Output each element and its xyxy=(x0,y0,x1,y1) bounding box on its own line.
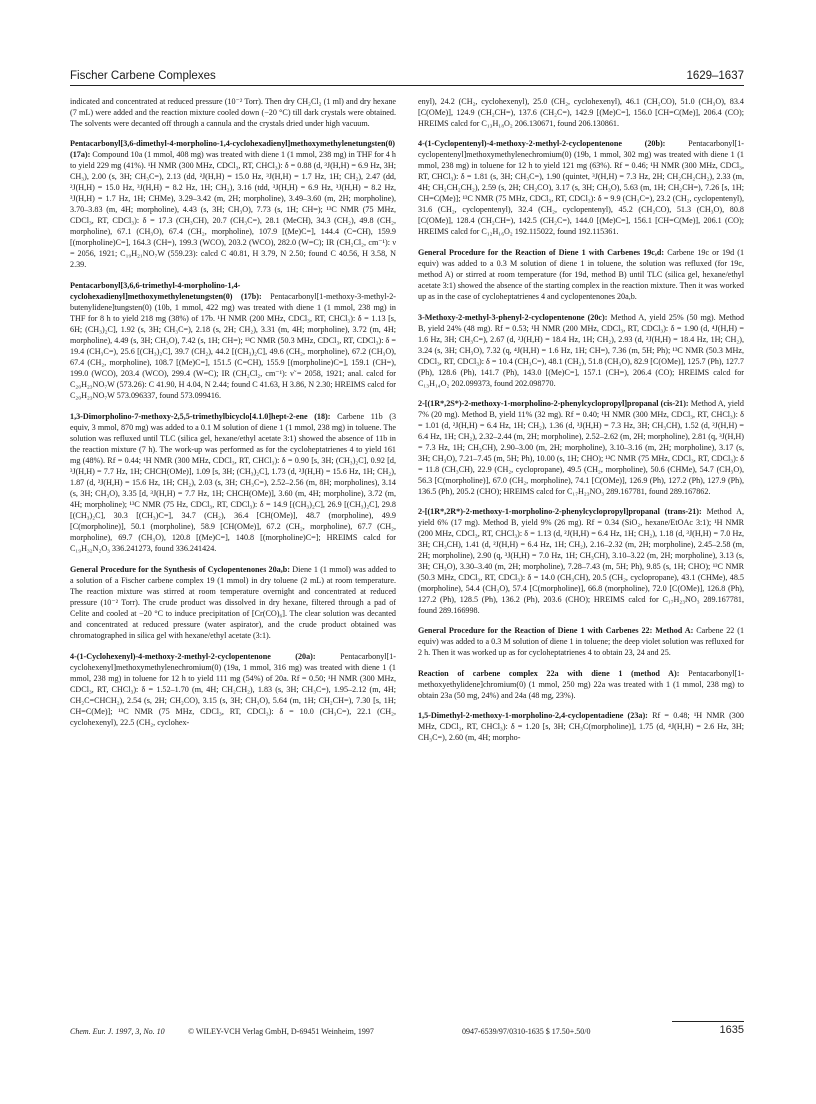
paragraph-body xyxy=(418,668,744,701)
paragraph-body xyxy=(418,247,744,302)
right-column xyxy=(418,96,744,1001)
paragraph-body xyxy=(70,138,396,270)
entry-title: 1,3-Dimorpholino-7-methoxy-2,5,5-trimethylbicyclo[4.1.0]hept-2-ene (18): xyxy=(70,412,331,421)
entry-title: 2-[(1R*,2S*)-2-methoxy-1-morpholino-2-phenylcyclopropyl]propanal (cis-21): xyxy=(418,399,689,408)
paragraph-body xyxy=(418,312,744,389)
left-column xyxy=(70,96,396,1001)
paragraph-body xyxy=(70,651,396,728)
experimental-entry xyxy=(70,280,396,401)
experimental-entry xyxy=(418,710,744,743)
entry-title: 1,5-Dimethyl-2-methoxy-1-morpholino-2,4-cyclopentadiene (23a): xyxy=(418,711,648,720)
paragraph-body xyxy=(70,564,396,641)
entry-title: General Procedure for the Synthesis of Cyclopentenones 20a,b: xyxy=(70,565,290,574)
paragraph-body xyxy=(70,96,396,129)
footer-codes: 0947-6539/97/0310-1635 $ 17.50+.50/0 xyxy=(462,1027,591,1036)
experimental-entry xyxy=(418,668,744,701)
experimental-entry xyxy=(70,411,396,554)
entry-text: enyl), 24.2 (CH₂, cyclohexenyl), 25.0 (CH₂, cyclohexenyl), 46.1 (CH₂CO), 51.0 (CH₃O), 83.4 [C(OMe)], 124.9 (CH₂CH=), 137.6 (CH₂C=), 142.9 [(Me)C=], 156.0 [CH=C(Me)], 206.4 (CO); HREIMS calcd for C₁₃H₁₈O₂ 206.130671, found 206.130861. xyxy=(418,97,744,128)
entry-text: Compound 10a (1 mmol, 408 mg) was treated with diene 1 (1 mmol, 238 mg) in THF for 4 h to yield 229 mg (41%). ¹H NMR (300 MHz, CDCl₃, RT, CHCl₃): δ = 0.88 (d, ³J(H,H) = 6.9 Hz, 3H; CH₃), 2.00 (s, 3H; CH₃C=), 2.13 (dd, ²J(H,H) = 15.0 Hz, ³J(H,H) = 1.7 Hz, 1H; CH₂), 2.47 (dd, ²J(H,H) = 15.0 Hz, ³J(H,H) = 8.2 Hz, 1H; CH₂), 3.16 (tdd, ³J(H,H) = 6.9 Hz, ³J(H,H) = 8.2 Hz, ³J(H,H) = 1.7 Hz, 1H; CHMe), 3.29–3.42 (m, 2H; morpholine), 3.49–3.60 (m, 2H; morpholine), 3.70–3.83 (m, 4H; morpholine), 4.43 (s, 3H; CH₃O), 7.73 (s, 1H; CH=); ¹³C NMR (75 MHz, CDCl₃, RT, CDCl₃): δ = 17.3 (CH₃CH), 20.7 (CH₃C=), 28.1 (MeCH), 34.3 (CH₂), 49.8 (CH₂, morpholine), 67.1 (CH₃O), 67.4 (CH₂, morpholine), 107.9 [(Me)C=], 144.4 (C=CH), 159.9 [(morpholine)C=], 164.3 (CH=), 199.3 (WCO), 203.2 (WCO), 282.0 (W=C); IR (CH₂Cl₂, cm⁻¹): ν̃ = 2056, 1921; C₁₉H₂₁NO₇W (559.23): calcd C 40.81, H 3.79, N 2.50; found C 40.56, H 3.58, N 2.39. xyxy=(70,150,396,269)
paragraph-body xyxy=(70,280,396,401)
experimental-entry xyxy=(70,651,396,728)
entry-title: 4-(1-Cyclohexenyl)-4-methoxy-2-methyl-2-cyclopentenone (20a): xyxy=(70,652,316,661)
journal-section: Fischer Carbene Complexes xyxy=(70,70,216,82)
paragraph-body xyxy=(418,506,744,616)
entry-text: Pentacarbonyl[1-methoxyethylidene]chromium(0) (1 mmol, 250 mg) 22a was treated with 1 (1 mmol, 238 mg) to obtain 23a (50 mg, 24%) and 24a (48 mg, 23%). xyxy=(418,669,744,700)
entry-text: indicated and concentrated at reduced pressure (10⁻² Torr). Then dry CH₂Cl₂ (1 ml) and dry hexane (7 mL) were added and the reaction mixture cooled down (−20 °C) till dark crystals were obtained. The solvents were decanted off through a cannula and the crystals dried under high vacuum. xyxy=(70,97,396,128)
text-paragraph xyxy=(418,96,744,129)
page-number: 1635 xyxy=(672,1021,744,1036)
entry-text: Method A, yield 7% (20 mg). Method B, yield 11% (32 mg). Rf = 0.40; ¹H NMR (300 MHz, CDCl₃, RT, CHCl₃): δ = 1.01 (d, ²J(H,H) = 6.4 Hz, 1H; CH₂), 1.36 (d, ³J(H,H) = 7.3 Hz, 3H; CH₃CH), 1.52 (d, ²J(H,H) = 6.4 Hz, 1H; CH₂), 2.32–2.44 (m, 2H; morpholine), 2.52–2.62 (m, 2H; morpholine), 2.81 (q, ³J(H,H) = 7.3 Hz, 1H; CH₃CH), 2.90–3.00 (m, 2H; morpholine), 3.10–3.16 (m, 2H; morpholine), 3.17 (s, 3H; CH₃O), 7.21–7.45 (m, 5H; Ph), 10.00 (s, 1H; CHO); ¹³C NMR (75 MHz, CDCl₃, RT, CDCl₃): δ = 11.8 (CH₃CH), 22.9 (CH₂, cyclopropane), 49.5 (CH₂, morpholine), 50.6 (CHMe), 54.7 (CH₃O), 56.3 [C(morpholine)], 67.0 (CH₂, morpholine), 74.1 [C(OMe)], 126.9 (Ph), 127.2 (Ph), 127.9 (Ph), 136.5 (Ph), 205.2 (CHO); HREIMS calcd for C₁₇H₂₃NO₃ 289.167781, found 289.167862. xyxy=(418,399,744,496)
entry-text: Pentacarbonyl[1-cyclohexenyl]methoxymethylenechromium(0) (19a, 1 mmol, 316 mg) was treated with diene 1 (1 mmol, 238 mg) in toluene for 12 h to yield 111 mg (54%) of 20a. Rf = 0.50; ¹H NMR (300 MHz, CDCl₃, RT, CHCl₃): δ = 1.52–1.70 (m, 4H; CH₂CH₂), 1.83 (s, 3H; CH₃C=), 1.95–2.12 (m, 4H; CH₂C=CHCH₂), 2.54 (s, 2H; CH₂CO), 3.15 (s, 3H; CH₃O), 5.64 (m, 1H; CH₂CH=), 7.30 [s, 1H; CH=C(Me)]; ¹³C NMR (75 MHz, CDCl₃, RT, CDCl₃): δ = 10.0 (CH₃C=), 22.1 (CH₂, cyclohexenyl), 22.5 (CH₂, cyclohex- xyxy=(70,652,396,727)
entry-title: Pentacarbonyl[3,6,6-trimethyl-4-morpholino-1,4-cyclohexadienyl]methoxymethylenetungsten(0) (17b): xyxy=(70,281,262,301)
experimental-entry xyxy=(418,247,744,302)
footer-journal: Chem. Eur. J. 1997, 3, No. 10 xyxy=(70,1027,165,1036)
experimental-entry xyxy=(70,564,396,641)
page-footer xyxy=(70,1018,744,1036)
entry-text: Method A, yield 6% (17 mg). Method B, yield 9% (26 mg). Rf = 0.34 (SiO₂, hexane/EtOAc 3:1); ¹H NMR (200 MHz, CDCl₃, RT, CHCl₃): δ = 1.13 (d, ²J(H,H) = 6.4 Hz, 1H; CH₂), 1.18 (d, ³J(H,H) = 7.0 Hz, 3H; CH₃CH), 1.41 (d, ²J(H,H) = 6.4 Hz, 1H; CH₂), 2.16–2.32 (m, 2H; morpholine), 2.45–2.58 (m, 2H; morpholine), 2.90 (q, ³J(H,H) = 7.0 Hz, 1H; CH₃CH), 3.10–3.22 (m, 2H; morpholine), 3.13 (s, 3H; CH₃O), 3.30–3.40 (m, 2H; morpholine), 7.28–7.43 (m, 5H; Ph), 9.85 (s, 1H; CHO); ¹³C NMR (50.3 MHz, CDCl₃, RT, CDCl₃): δ = 14.0 (CH₃CH), 20.5 (CH₂, cyclopropane), 43.1 (CHMe), 48.5 (morpholine), 54.4 (CH₃O), 57.4 [C(morpholine)], 66.8 (morpholine), 72.0 [C(OMe)], 126.8 (Ph), 127.2 (Ph), 128.5 (Ph), 136.2 (Ph), 203.6 (CHO); HREIMS calcd for C₁₇H₂₃NO₃ 289.167781, found 289.166998. xyxy=(418,507,744,615)
entry-text: Pentacarbonyl[1-cyclopentenyl]methoxymethylenechromium(0) (19b, 1 mmol, 302 mg) was treated with diene 1 (1 mmol, 238 mg) in toluene for 12 h to yield 121 mg (63%). Rf = 0.46; ¹H NMR (300 MHz, CDCl₃, RT, CHCl₃): δ = 1.81 (s, 3H; CH₃C=), 1.90 (quintet, ³J(H,H) = 7.3 Hz, 2H; CH₂CH₂CH₂), 2.33 (m, 4H; CH₂CH₂CH₂), 2.59 (s, 2H; CH₂CO), 3.17 (s, 3H; CH₃O), 5.63 (m, 1H; CH₂CH=), 7.26 [s, 1H; CH=C(Me)]; ¹³C NMR (75 MHz, CDCl₃, RT, CDCl₃): δ = 9.9 (CH₃C=), 23.2 (CH₂, cyclopentenyl), 31.6 (CH₂, cyclopentenyl), 32.4 (CH₂, cyclopentenyl), 45.2 (CH₂CO), 51.3 (CH₃O), 80.8 [C(OMe)], 128.4 (CH₂CH=), 142.5 (CH₂C=), 144.0 [(Me)C=], 156.1 [CH=C(Me)], 206.1 (CO); HREIMS calcd for C₁₂H₁₆O₂ 192.115022, found 192.115361. xyxy=(418,139,744,236)
entry-text: Carbene 11b (3 equiv, 3 mmol, 870 mg) was added to a 0.1 M solution of diene 1 (1 mmol, 238 mg) in toluene. The solution was refluxed until TLC (silica gel, hexane/ethyl acetate 3:1) showed the absence of 11b in the reaction mixture (7 h). The work-up was performed as for the cycloheptatrienes 4 to yield 161 mg (48%). Rf = 0.44; ¹H NMR (300 MHz, CDCl₃, RT, CHCl₃): δ = 0.90 [s, 3H; (CH₃)₂C], 0.92 [d, ³J(H,H) = 7.7 Hz, 1H; CHCH(OMe)], 1.09 [s, 3H; (CH₃)₂C], 1.73 (d, ²J(H,H) = 15.6 Hz, 1H; CH₂), 1.87 (d, ²J(H,H) = 15.6 Hz, 1H; CH₂), 2.03 (s, 3H; CH₃C=), 2.52–2.56 (m, 8H; morpholines), 3.14 (s, 3H; CH₃O), 3.35 [d, ³J(H,H) = 7.7 Hz, 1H; CHCH(OMe)], 3.60 (m, 4H; morpholine), 3.72 (m, 4H; morpholine); ¹³C NMR (75 Hz, CDCl₃, RT, CDCl₃): δ = 14.9 [(CH₃)₂C], 26.9 [(CH₃)₂C], 29.8 [(CH₃)₂C], 30.3 [(CH₃)C=], 34.7 (CH₂), 36.4 [CH(OMe)], 48.7 (morpholine), 49.9 [C(morpholine)], 50.1 (morpholine), 58.9 [CH(OMe)], 67.2 (CH₂, morpholine), 67.7 (CH₂, morpholine), 69.7 (CH₃O), 120.8 [(Me)C=], 140.8 [(morpholine)C=]; HREIMS calcd for C₁₉H₃₂N₂O₃ 336.241273, found 336.241424. xyxy=(70,412,396,553)
paragraph-body xyxy=(418,398,744,497)
entry-text: Pentacarbonyl[1-methoxy-3-methyl-2-butenylidene]tungsten(0) (10b, 1 mmol, 422 mg) was treated with diene 1 (1 mmol, 238 mg) in THF for 8 h to yield 218 mg (38%) of 17b. ¹H NMR (200 MHz, CDCl₃, RT, CHCl₃): δ = 1.13 [s, 6H; (CH₃)₂C], 1.92 (s, 3H; CH₃C=), 2.18 (s, 2H; CH₂), 3.31 (m, 4H; morpholine), 3.72 (m, 4H; morpholine), 4.49 (s, 3H; CH₃O), 7.42 (s, 1H; CH=); ¹³C NMR (50.3 MHz, CDCl₃, RT, CDCl₃): δ = 19.4 (CH₃C=), 25.6 [(CH₃)₂C], 39.7 (CH₂), 44.2 [(CH₃)₂C], 49.6 (CH₂, morpholine), 67.2 (CH₃O), 67.4 (CH₂, morpholine), 108.7 [(Me)C=], 151.5 (C=CH), 155.9 [(morpholine)C=], 159.1 (CH=), 199.0 (WCO), 203.4 (WCO), 299.4 (W=C); IR (CH₂Cl₂, cm⁻¹): ν̃ = 2058, 1921; anal. calcd for C₂₀H₂₃NO₇W (573.26): C 41.90, H 4.04, N 2.44; found C 41.63, H 3.86, N 2.30; HREIMS calcd for C₂₀H₂₃NO₇W 573.096337, found 573.099416. xyxy=(70,292,396,400)
entry-title: General Procedure for the Reaction of Diene 1 with Carbenes 22: Method A: xyxy=(418,626,694,635)
paragraph-body xyxy=(418,625,744,658)
experimental-entry xyxy=(70,138,396,270)
paragraph-body xyxy=(70,411,396,554)
entry-text: Rf = 0.48; ¹H NMR (300 MHz, CDCl₃, RT, CHCl₃): δ = 1.20 [s, 3H; CH₃C(morpholine)], 1.75 (d, ⁴J(H,H) = 2.6 Hz, 3H; CH₃C=), 2.60 (m, 4H; morpho- xyxy=(418,711,744,742)
entry-text: Carbene 22 (1 equiv) was added to a 0.3 M solution of diene 1 in toluene; the deep violet solution was refluxed for 2 h. Then it was worked up as for cycloheptatrienes 4 to obtain 23, 24 and 25. xyxy=(418,626,744,657)
paragraph-body xyxy=(418,710,744,743)
experimental-entry xyxy=(418,506,744,616)
experimental-entry xyxy=(418,138,744,237)
entry-title: General Procedure for the Reaction of Diene 1 with Carbenes 19c,d: xyxy=(418,248,665,257)
entry-text: Method A, yield 25% (50 mg). Method B, yield 24% (48 mg). Rf = 0.53; ¹H NMR (200 MHz, CDCl₃, RT, CDCl₃): δ = 1.90 (d, ⁴J(H,H) = 1.6 Hz, 3H; CH₃C=), 2.67 (d, ²J(H,H) = 18.4 Hz, 1H; CH₂), 2.93 (d, ²J(H,H) = 18.4 Hz, 1H; CH₂), 3.24 (s, 3H; CH₃O), 7.32 (q, ⁴J(H,H) = 1.6 Hz, 1H; CH=), 7.36 (m, 5H; Ph); ¹³C NMR (50.3 MHz, CDCl₃, RT, CDCl₃): δ = 10.4 (CH₃C=), 48.1 (CH₂), 51.8 (CH₃O), 82.9 [C(OMe)], 125.7 (Ph), 127.7 (Ph), 128.6 (Ph), 141.7 (Ph), 143.0 [(Me)C=], 157.1 (CH=), 206.4 (CO); HREIMS calcd for C₁₃H₁₄O₂ 202.099373, found 202.098770. xyxy=(418,313,744,388)
page-range: 1629–1637 xyxy=(686,70,744,82)
entry-title: 2-[(1R*,2R*)-2-methoxy-1-morpholino-2-phenylcyclopropyl]propanal (trans-21): xyxy=(418,507,702,516)
paragraph-body xyxy=(418,96,744,129)
paragraph-body xyxy=(418,138,744,237)
experimental-entry xyxy=(418,398,744,497)
experimental-entry xyxy=(418,625,744,658)
experimental-entry xyxy=(418,312,744,389)
running-head xyxy=(70,62,744,86)
body-columns xyxy=(70,96,744,1001)
text-paragraph xyxy=(70,96,396,129)
entry-text: Diene 1 (1 mmol) was added to a solution of a Fischer carbene complex 19 (1 mmol) in dry toluene (2 mL) at room temperature. The reaction mixture was stirred at room temperature overnight and concentrated at reduced pressure (10⁻² Torr). The crude product was dissolved in dry hexane, filtered through a pad of Celite and cooled at −20 °C to induce precipitation of [Cr(CO)₆]. The clear solution was decanted and concentrated at reduced pressure (water aspirator), and the crude product obtained was chromatographed in silica gel with hexane/ethyl acetate (3:1). xyxy=(70,565,396,640)
entry-title: Pentacarbonyl[3,6-dimethyl-4-morpholino-1,4-cyclohexadienyl]methoxymethylenetungsten(0) (17a): xyxy=(70,139,395,159)
entry-title: Reaction of carbene complex 22a with diene 1 (method A): xyxy=(418,669,680,678)
footer-publisher: © WILEY-VCH Verlag GmbH, D-69451 Weinheim, 1997 xyxy=(188,1027,374,1036)
entry-title: 4-(1-Cyclopentenyl)-4-methoxy-2-methyl-2-cyclopentenone (20b): xyxy=(418,139,666,148)
entry-title: 3-Methoxy-2-methyl-3-phenyl-2-cyclopentenone (20c): xyxy=(418,313,608,322)
entry-text: Carbene 19c or 19d (1 equiv) was added to a 0.3 M solution of diene 1 in toluene, the solution was refluxed (for 19c, method A) or stirred at room temperature (for 19d, method B) until TLC (silica gel, hexane/ethyl acetate 3:1) showed the absence of the starting complex in the reaction mixture. Then it was worked up as in the case of cycloheptatrienes 4 and cyclopentenones 20a,b. xyxy=(418,248,744,301)
